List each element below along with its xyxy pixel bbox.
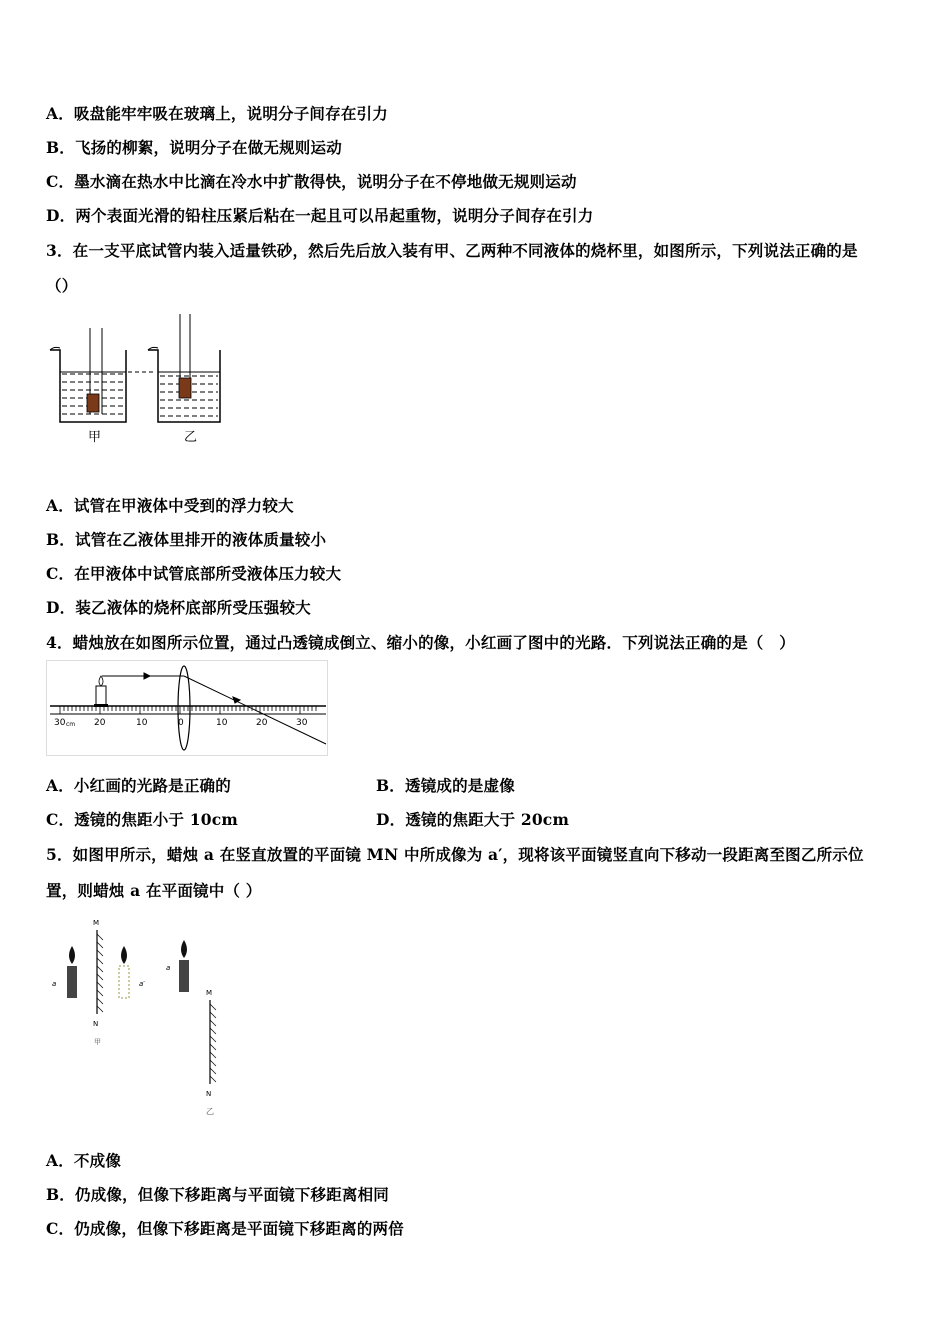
candle-image-flame [121, 946, 127, 964]
candle-image-a-prime [119, 966, 129, 998]
q4-lens-figure [46, 660, 328, 756]
q4-option-c: C．透镜的焦距小于 10cm [46, 810, 238, 829]
q5-option-b: B．仍成像，但像下移距离与平面镜下移距离相同 [46, 1185, 390, 1204]
q4-option-a: A．小红画的光路是正确的 [46, 776, 231, 795]
q2-option-a: A．吸盘能牢牢吸在玻璃上，说明分子间存在引力 [46, 104, 388, 123]
q2-option-c: C．墨水滴在热水中比滴在冷水中扩散得快，说明分子在不停地做无规则运动 [46, 172, 577, 191]
q3-stem: 3．在一支平底试管内装入适量铁砂，然后先后放入装有甲、乙两种不同液体的烧杯里，如图所示，下列说法正确的是 [46, 241, 858, 260]
mirror-figure-yi [166, 940, 216, 1116]
ruler-label: 20 [256, 718, 268, 728]
ruler-label: 20 [94, 718, 106, 728]
label-n: N [206, 1090, 212, 1098]
label-yi: 乙 [184, 430, 198, 445]
ruler-label: 10 [216, 718, 228, 728]
candle-a-flame [181, 940, 187, 958]
label-n: N [93, 1020, 99, 1028]
q5-option-c: C．仍成像，但像下移距离是平面镜下移距离的两倍 [46, 1219, 404, 1238]
label-a: a [166, 964, 171, 972]
q4-option-d: D．透镜的焦距大于 20cm [376, 810, 570, 829]
q5-stem: 5．如图甲所示，蜡烛 a 在竖直放置的平面镜 MN 中所成像为 a′，现将该平面镜竖直向下移动一段距离至图乙所示位 [46, 845, 864, 864]
candle-a-flame [69, 946, 75, 964]
q3-beaker-figure [44, 310, 224, 450]
q3-option-c: C．在甲液体中试管底部所受液体压力较大 [46, 564, 342, 583]
label-a: a [52, 980, 57, 988]
q5-option-a: A．不成像 [46, 1151, 122, 1170]
ruler-label: 0 [178, 718, 184, 728]
label-m: M [206, 989, 213, 997]
label-jia: 甲 [88, 430, 102, 445]
q4-stem: 4．蜡烛放在如图所示位置，通过凸透镜成倒立、缩小的像，小红画了图中的光路．下列说法正确的是（ ） [46, 633, 795, 652]
q2-option-d: D．两个表面光滑的铅柱压紧后粘在一起且可以吊起重物，说明分子间存在引力 [46, 206, 594, 225]
label-m: M [93, 919, 100, 927]
candle-a [179, 960, 189, 992]
label-yi: 乙 [206, 1107, 214, 1116]
q5-mirror-figure [46, 912, 236, 1122]
ruler-label: 10 [136, 718, 148, 728]
ruler-unit: cm [66, 721, 76, 728]
q2-option-b: B．飞扬的柳絮，说明分子在做无规则运动 [46, 138, 342, 157]
q4-option-b: B．透镜成的是虚像 [376, 776, 515, 795]
candle-a [67, 966, 77, 998]
ruler-label: 30 [296, 718, 308, 728]
ruler-label: 30 [54, 718, 66, 728]
beaker-yi [148, 314, 220, 422]
q3-option-d: D．装乙液体的烧杯底部所受压强较大 [46, 598, 311, 617]
q3-stem-bracket: （） [46, 276, 78, 295]
mirror-figure-jia [52, 919, 145, 1046]
label-jia: 甲 [94, 1038, 101, 1046]
q3-option-b: B．试管在乙液体里排开的液体质量较小 [46, 530, 327, 549]
q3-option-a: A．试管在甲液体中受到的浮力较大 [46, 496, 294, 515]
label-a-prime: a′ [139, 980, 145, 988]
beaker-jia [50, 328, 126, 422]
q5-stem-cont: 置，则蜡烛 a 在平面镜中（ ） [46, 881, 262, 900]
